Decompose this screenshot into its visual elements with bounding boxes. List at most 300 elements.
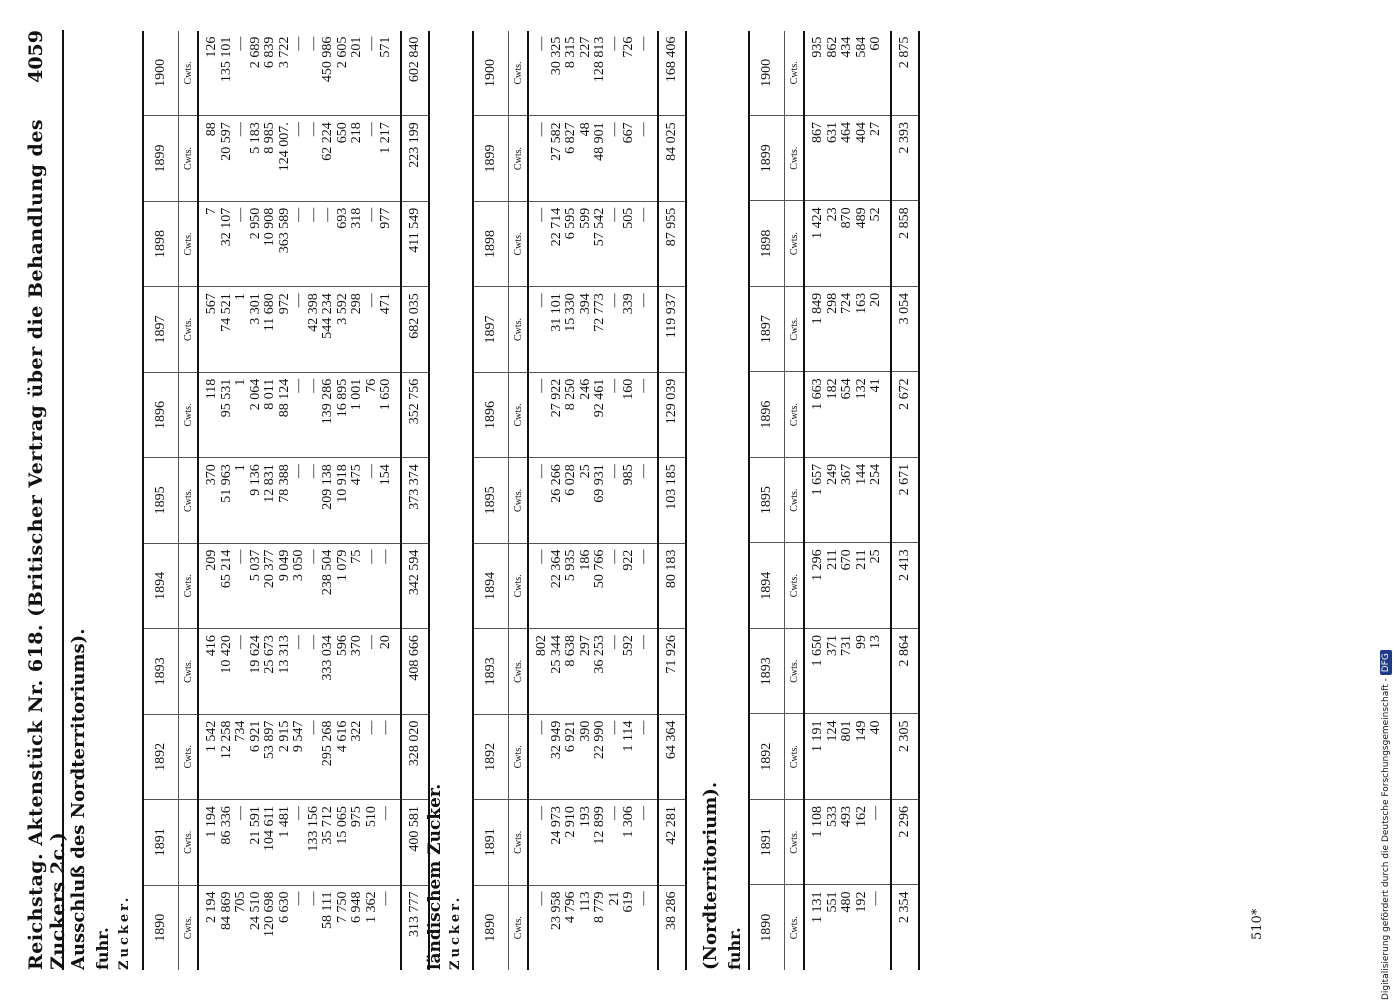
table-cell: 404 — [853, 122, 869, 144]
table-cell: 26 266 — [548, 464, 564, 503]
table-cell: — — [534, 464, 549, 479]
table-cell: — — [534, 122, 549, 137]
table-cell: 464 — [839, 122, 854, 144]
table-cell: 32 949 — [548, 720, 564, 760]
table-cell: 88 124 — [276, 378, 292, 418]
table-column-cells — [804, 116, 891, 201]
table-cell: 6 921 — [563, 720, 578, 753]
unit-header: Cwts. — [785, 286, 805, 372]
table-cell: 60 — [868, 36, 883, 51]
table-cell: 8 638 — [563, 635, 578, 667]
table-total-cell: 2 413 — [891, 543, 919, 629]
table-cell: 8 985 — [262, 122, 277, 154]
unit-header: Cwts. — [509, 458, 529, 543]
year-header: 1894 — [143, 543, 179, 628]
table-cell: 390 — [577, 720, 593, 742]
table-cell: 1 306 — [621, 806, 636, 838]
table-total-cell: 2 305 — [891, 714, 919, 800]
table-cell: — — [534, 207, 549, 222]
table-cell: 211 — [853, 549, 869, 570]
table-cell: 13 313 — [276, 635, 292, 674]
table-cell: — — [363, 464, 379, 479]
table-cell: — — [378, 720, 393, 735]
table-cell: — — [635, 207, 651, 222]
page-header — [15, 30, 69, 970]
table-cell: 8 011 — [262, 378, 277, 410]
year-header: 1894 — [473, 543, 509, 628]
table-cell: 667 — [621, 122, 636, 144]
table-cell: — — [305, 207, 321, 222]
table-cell: 24 510 — [247, 891, 263, 931]
unit-header: Cwts. — [179, 714, 199, 799]
table-cell: 31 101 — [548, 293, 564, 332]
table-cell: — — [363, 293, 379, 308]
year-header: 1898 — [473, 201, 509, 286]
table-cell: 2 910 — [563, 806, 578, 838]
table-total-cell: 2 864 — [891, 628, 919, 714]
table-cell: 72 773 — [592, 293, 607, 332]
table-cell: 238 504 — [320, 549, 335, 596]
table-cell: — — [635, 806, 651, 821]
table-cell: — — [635, 36, 651, 51]
table-cell: — — [363, 207, 379, 222]
table-cell: 41 — [868, 378, 883, 393]
table-cell: 6 921 — [247, 720, 263, 753]
table-cell: 24 973 — [548, 806, 564, 845]
table-cell: — — [606, 207, 622, 222]
table-cell: 867 — [810, 122, 825, 144]
footer-page-number: 510* — [1250, 908, 1265, 940]
table-cell: 6 630 — [276, 891, 292, 924]
table-cell: — — [635, 378, 651, 393]
table-cell: 862 — [824, 36, 840, 58]
table-cell: 7 750 — [334, 891, 350, 924]
table-cell: 1 650 — [810, 634, 825, 667]
table-column-cells — [804, 372, 891, 458]
unit-header: Cwts. — [785, 372, 805, 458]
table-cell: 254 — [868, 463, 883, 485]
table-cell: 693 — [334, 207, 350, 229]
table-cell: 8 315 — [563, 36, 578, 69]
table-cell: 985 — [621, 464, 636, 486]
table-cell: 1 — [233, 464, 248, 472]
table-total-cell: 328 020 — [401, 714, 429, 799]
table-cell: 471 — [378, 293, 393, 315]
table-cell: 76 — [363, 378, 379, 393]
table-cell: — — [305, 891, 321, 906]
table-cell: — — [233, 207, 248, 222]
table-cell: 19 624 — [247, 635, 263, 674]
table-total-cell: 373 374 — [401, 458, 429, 543]
table-cell: 370 — [204, 464, 219, 486]
table-cell: 227 — [577, 36, 593, 58]
table-cell: 295 268 — [320, 720, 335, 767]
table-cell: 53 897 — [262, 720, 277, 760]
table-column-cells — [198, 201, 401, 286]
table-cell: 113 — [577, 891, 593, 913]
table-cell: — — [635, 635, 651, 650]
table-cell: — — [233, 122, 248, 137]
table-column-cells — [528, 714, 658, 799]
table-cell: 126 — [204, 36, 219, 58]
unit-header: Cwts. — [785, 714, 805, 800]
table-column-cells — [528, 458, 658, 543]
year-header: 1900 — [143, 31, 179, 116]
table-cell: 394 — [577, 293, 593, 315]
table-cell: 1 — [233, 378, 248, 386]
table-cell: — — [606, 378, 622, 393]
table-cell: 182 — [824, 378, 840, 400]
year-header: 1897 — [473, 287, 509, 372]
year-header: 1893 — [143, 629, 179, 714]
table-column-cells — [198, 31, 401, 116]
table-cell: 631 — [824, 122, 840, 144]
table-cell: — — [291, 293, 306, 308]
table-cell: 802 — [534, 635, 549, 657]
table-cell: 599 — [577, 207, 593, 229]
table-cell: 27 922 — [548, 378, 564, 418]
table-cell: 32 107 — [218, 207, 234, 247]
table-cell: 133 156 — [305, 806, 321, 852]
year-header: 1898 — [749, 201, 785, 287]
unit-header: Cwts. — [785, 628, 805, 714]
table-cell: 65 214 — [218, 549, 234, 589]
table-cell: — — [635, 720, 651, 735]
table-total-cell: 352 756 — [401, 372, 429, 457]
table-cell: 1 296 — [810, 549, 825, 581]
table-cell: — — [534, 293, 549, 308]
table-cell: 48 — [577, 122, 593, 137]
table-cell: 2 194 — [204, 891, 219, 924]
section3-subtitle: fuhr. — [725, 927, 744, 970]
table-total-cell: 2 354 — [891, 885, 919, 970]
unit-header: Cwts. — [179, 372, 199, 457]
table-total-cell: 2 875 — [891, 31, 919, 116]
table-cell: 139 286 — [320, 378, 335, 425]
table-total-cell: 2 393 — [891, 116, 919, 201]
unit-header: Cwts. — [509, 714, 529, 799]
table-cell: 104 611 — [262, 806, 277, 852]
table-cell: — — [363, 549, 379, 564]
table-column-cells — [804, 628, 891, 714]
table-total-cell: 87 955 — [658, 201, 686, 286]
table-cell: 23 958 — [548, 891, 564, 931]
unit-header: Cwts. — [509, 372, 529, 457]
table-cell: 22 990 — [592, 720, 607, 760]
table-cell: — — [291, 891, 306, 906]
table-cell: 118 — [204, 378, 219, 400]
funding-note-line — [1380, 0, 1392, 1000]
year-header: 1896 — [749, 372, 785, 458]
table-cell: 92 461 — [592, 378, 607, 418]
table-cell: 135 101 — [218, 36, 234, 83]
table-cell: 9 049 — [276, 549, 292, 582]
table-cell: — — [378, 891, 393, 906]
table-cell: — — [606, 122, 622, 137]
table-total-cell: 342 594 — [401, 543, 429, 628]
table-cell: 977 — [378, 207, 393, 229]
unit-header: Cwts. — [785, 543, 805, 629]
table-cell: 162 — [853, 805, 869, 827]
table-cell: 801 — [839, 720, 854, 742]
table-total-cell: 129 039 — [658, 372, 686, 457]
year-header: 1895 — [473, 458, 509, 543]
table-cell: 25 — [868, 549, 883, 564]
unit-header: Cwts. — [179, 885, 199, 970]
table-total-cell: 313 777 — [401, 885, 429, 970]
table-cell: 40 — [868, 720, 883, 735]
section3-title: (Nordterritorium). — [700, 781, 721, 970]
table-cell: 2 689 — [247, 36, 263, 69]
unit-header: Cwts. — [509, 287, 529, 372]
table-cell: 1 481 — [276, 806, 292, 838]
table-cell: 124 007. — [276, 122, 292, 172]
table-column-cells — [198, 629, 401, 714]
table-cell: 209 — [204, 549, 219, 571]
table-column-cells — [198, 458, 401, 543]
table-cell: 23 — [824, 207, 840, 222]
table-cell: 3 301 — [247, 293, 263, 325]
table-3 — [748, 31, 920, 970]
table-column-cells — [198, 885, 401, 970]
unit-header: Cwts. — [179, 31, 199, 116]
table-cell: 5 183 — [247, 122, 263, 154]
table-cell: 363 589 — [276, 207, 292, 254]
table-cell: — — [233, 36, 248, 51]
table-cell: 705 — [233, 891, 248, 913]
table-1 — [142, 31, 430, 970]
year-header: 1891 — [749, 799, 785, 885]
table-cell: 1 001 — [349, 378, 364, 411]
year-header: 1891 — [473, 800, 509, 885]
table-cell: 15 065 — [334, 806, 350, 845]
table-cell: 2 915 — [276, 720, 292, 753]
section1-title: Ausschluß des Nordterritoriums). — [68, 628, 89, 970]
year-header: 1892 — [473, 714, 509, 799]
table-cell: 9 136 — [247, 464, 263, 496]
header-title: Reichstag. Aktenstück Nr. 618. (Britischer Vertrag über die Behandlung des Zuckers 2c.) — [25, 118, 69, 970]
table-total-cell: 38 286 — [658, 885, 686, 970]
table-cell: — — [635, 549, 651, 564]
table-cell: 10 908 — [262, 207, 277, 247]
table-cell: 333 034 — [320, 635, 335, 681]
table-cell: 734 — [233, 720, 248, 742]
table-cell: — — [534, 36, 549, 51]
table-cell: 5 935 — [563, 549, 578, 582]
year-header: 1893 — [749, 628, 785, 714]
year-header: 1896 — [143, 372, 179, 457]
year-header: 1897 — [143, 287, 179, 372]
table-cell: 1 849 — [810, 292, 825, 325]
header-page-number: 4059 — [25, 30, 47, 83]
table-cell: — — [233, 549, 248, 564]
table-cell: 1 362 — [363, 891, 379, 924]
table-cell: 654 — [839, 378, 854, 400]
header-rule — [62, 30, 64, 970]
table-cell: 1 108 — [810, 805, 825, 838]
table-cell: — — [291, 806, 306, 821]
table-cell: 297 — [577, 635, 593, 657]
table-cell: — — [534, 720, 549, 735]
table-cell: — — [291, 207, 306, 222]
table-cell: 124 — [824, 720, 840, 742]
unit-header: Cwts. — [179, 116, 199, 202]
table-cell: — — [291, 378, 306, 393]
table-cell: 20 — [868, 292, 883, 307]
table-cell: 416 — [204, 635, 219, 657]
table-cell: 21 — [606, 891, 622, 906]
table-cell: — — [291, 635, 306, 650]
table-cell: 551 — [824, 891, 840, 913]
table-cell: 3 592 — [334, 293, 350, 325]
section2-caption: ländischem Zucker. — [425, 783, 445, 970]
table-cell: 922 — [621, 549, 636, 571]
table-column-cells — [804, 457, 891, 543]
year-header: 1900 — [749, 31, 785, 116]
table-cell: 6 948 — [349, 891, 364, 924]
table-cell: 571 — [378, 36, 393, 58]
table-column-cells — [804, 201, 891, 287]
table-column-cells — [198, 116, 401, 202]
table-cell: 489 — [853, 207, 869, 229]
year-header: 1893 — [473, 629, 509, 714]
table-cell: 480 — [839, 891, 854, 913]
dfg-logo: DFG — [1380, 650, 1392, 675]
table-column-cells — [528, 800, 658, 885]
year-header: 1900 — [473, 31, 509, 116]
table-cell: — — [606, 635, 622, 650]
table-cell: 249 — [824, 463, 840, 485]
table-total-cell: 64 364 — [658, 714, 686, 799]
table-cell: 13 — [868, 634, 883, 649]
table-cell: 367 — [839, 463, 854, 485]
table-cell: 15 330 — [563, 293, 578, 332]
table-cell: 22 364 — [548, 549, 564, 589]
table-cell: 322 — [349, 720, 364, 742]
year-header: 1896 — [473, 372, 509, 457]
year-header: 1892 — [143, 714, 179, 799]
table-total-cell: 400 581 — [401, 800, 429, 885]
table-cell: — — [305, 122, 321, 137]
table-total-cell: 408 666 — [401, 629, 429, 714]
table-column-cells — [804, 714, 891, 800]
table-cell: 1 194 — [204, 806, 219, 838]
table-cell: 50 766 — [592, 549, 607, 589]
table-cell: 21 591 — [247, 806, 263, 845]
table-cell: 533 — [824, 805, 840, 827]
table-cell: 584 — [853, 36, 869, 58]
table-cell: — — [868, 805, 883, 820]
unit-header: Cwts. — [785, 885, 805, 970]
table-cell: 870 — [839, 207, 854, 229]
unit-header: Cwts. — [179, 201, 199, 286]
table-cell: 6 839 — [262, 36, 277, 69]
table-total-cell: 80 183 — [658, 543, 686, 628]
table-column-cells — [198, 372, 401, 457]
table-cell: 619 — [621, 891, 636, 913]
table-cell: 20 — [378, 635, 393, 650]
table-total-cell: 119 937 — [658, 287, 686, 372]
unit-header: Cwts. — [179, 800, 199, 885]
table-column-cells — [804, 286, 891, 372]
table-cell: 12 899 — [592, 806, 607, 845]
table-cell: 192 — [853, 891, 869, 913]
unit-header: Cwts. — [509, 885, 529, 970]
unit-header: Cwts. — [509, 629, 529, 714]
table-cell: 62 224 — [320, 122, 335, 161]
table-cell: 51 963 — [218, 464, 234, 503]
table-cell: 724 — [839, 292, 854, 314]
table-cell: 20 377 — [262, 549, 277, 589]
table-total-cell: 2 296 — [891, 799, 919, 885]
table-total-cell: 42 281 — [658, 800, 686, 885]
table-cell: 36 253 — [592, 635, 607, 674]
table-cell: 27 — [868, 122, 883, 137]
table-cell: 1 663 — [810, 378, 825, 410]
table-cell: 88 — [204, 122, 219, 137]
table-cell: 1 424 — [810, 207, 825, 239]
table-cell: 209 138 — [320, 464, 335, 510]
table-cell: 298 — [824, 292, 840, 314]
table-cell: 42 398 — [305, 293, 321, 332]
table-cell: — — [305, 36, 321, 51]
table-cell: 186 — [577, 549, 593, 571]
table-total-cell: 682 035 — [401, 287, 429, 372]
table-cell: 6 595 — [563, 207, 578, 240]
table-cell: 567 — [204, 293, 219, 315]
table-cell: 144 — [853, 463, 869, 485]
table-cell: 128 813 — [592, 36, 607, 83]
table-total-cell: 84 025 — [658, 116, 686, 201]
unit-header: Cwts. — [179, 287, 199, 372]
table-cell: 10 420 — [218, 635, 234, 674]
table-cell: 1 650 — [378, 378, 393, 411]
table-cell: 434 — [839, 36, 854, 58]
table-cell: 12 258 — [218, 720, 234, 760]
table-cell: 84 869 — [218, 891, 234, 931]
table-cell: — — [363, 36, 379, 51]
table-cell: 75 — [349, 549, 364, 564]
table-column-cells — [198, 714, 401, 799]
table-cell: 1 — [233, 293, 248, 301]
year-header: 1890 — [749, 885, 785, 970]
table-total-cell: 223 199 — [401, 116, 429, 202]
table-total-cell: 168 406 — [658, 31, 686, 116]
table-cell: — — [534, 378, 549, 393]
table-cell: 25 — [577, 464, 593, 479]
table-total-cell: 71 926 — [658, 629, 686, 714]
table-cell: 731 — [839, 634, 854, 656]
table-column-cells — [804, 31, 891, 116]
table-cell: — — [606, 36, 622, 51]
table-cell: 544 234 — [320, 293, 335, 339]
table-cell: 16 895 — [334, 378, 350, 418]
table-cell: — — [606, 720, 622, 735]
table-cell: 2 605 — [334, 36, 350, 69]
table-cell: 6 028 — [563, 464, 578, 496]
table-total-cell: 2 858 — [891, 201, 919, 287]
table-cell: 20 597 — [218, 122, 234, 161]
year-header: 1899 — [473, 116, 509, 201]
table-cell: 371 — [824, 634, 840, 656]
table-cell: 298 — [349, 293, 364, 315]
table-cell: 246 — [577, 378, 593, 400]
table-cell: 972 — [276, 293, 292, 315]
table-cell: 160 — [621, 378, 636, 400]
unit-header: Cwts. — [785, 457, 805, 543]
table-cell: — — [606, 293, 622, 308]
table-total-cell: 2 671 — [891, 457, 919, 543]
